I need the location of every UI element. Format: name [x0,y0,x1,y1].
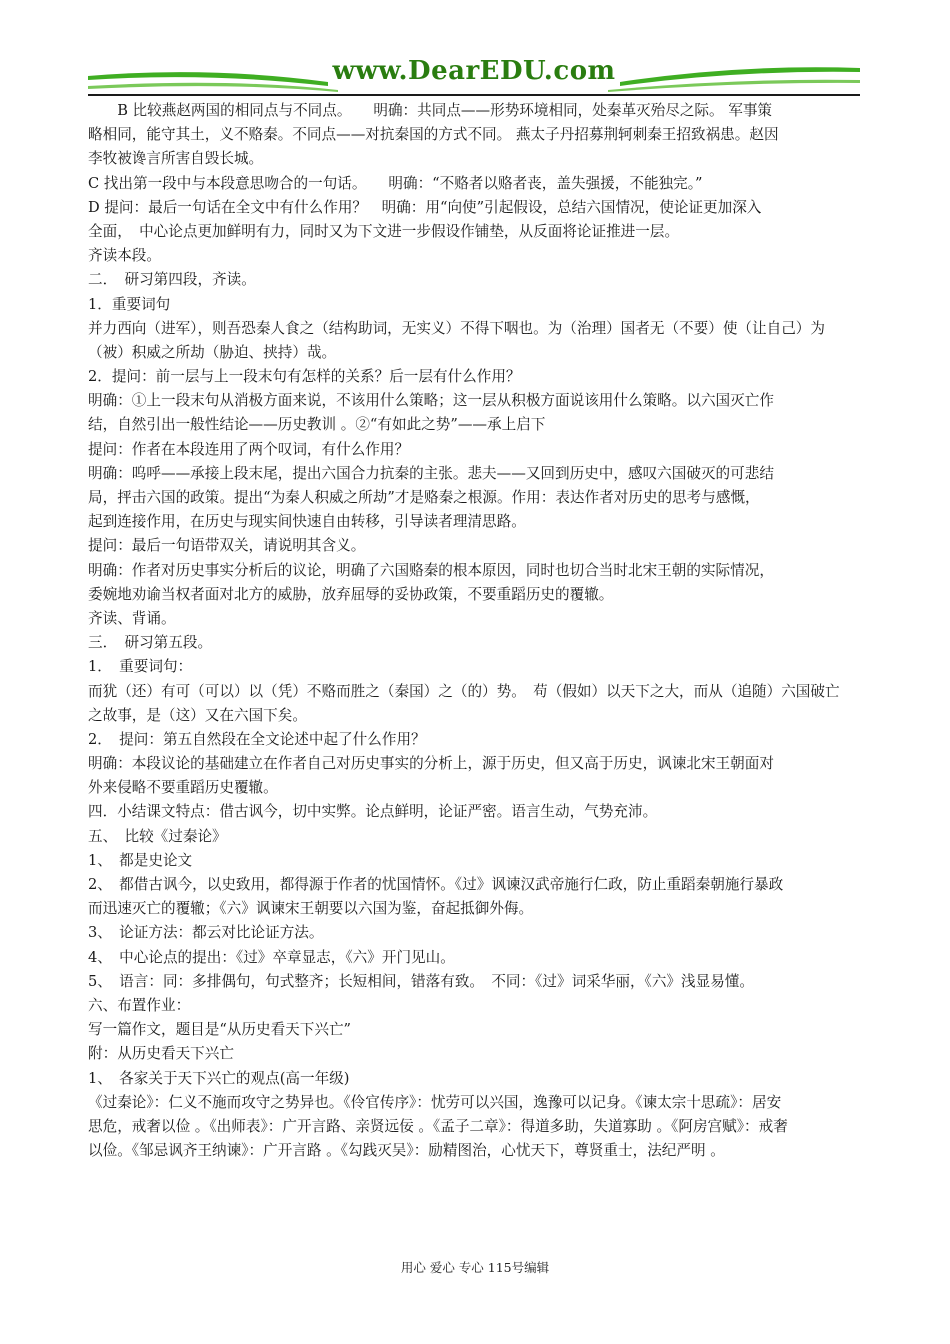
text-line: 六、布置作业： [88,996,191,1014]
text-line: 之故事，是（这）又在六国下矣。 [88,706,307,724]
text-line: 结，自然引出一般性结论——历史教训 。②“有如此之势”——承上启下 [88,416,546,434]
text-line: 局，抨击六国的政策。提出“为秦人积威之所劫”才是赂秦之根源。作用：表达作者对历史的思考与感慨， [88,489,760,506]
text-line: 提问：作者在本段连用了两个叹词，有什么作用？ [88,440,410,458]
text-line: 而迅速灭亡的覆辙；《六》讽谏宋王朝要以六国为鉴，奋起抵御外侮。 [88,900,534,918]
text-line: B 比较燕赵两国的相同点与不同点。 明确：共同点——形势环境相同，处秦革灭殆尽之际。 军事策 [88,102,773,119]
text-line: 四．小结课文特点：借古讽今，切中实弊。论点鲜明，论证严密。语言生动，气势充沛。 [88,803,658,821]
text-line: 明确：呜呼——承接上段末尾，提出六国合力抗秦的主张。悲夫——又回到历史中，感叹六国破灭的可悲结 [88,464,774,482]
text-line: 4、 中心论点的提出：《过》卒章显志，《六》开门见山。 [88,948,455,966]
site-header [88,52,860,100]
text-line: 1．重要词句 [88,295,171,313]
text-line: 3、 论证方法：都云对比论证方法。 [88,924,324,942]
site-logo[interactable]: www.DearEDU.com [332,56,616,86]
text-line: 1、 各家关于天下兴亡的观点(高一年级) [88,1069,350,1087]
text-line: 思危，戒奢以俭 。《出师表》：广开言路、亲贤远佞 。《孟子二章》：得道多助，失道寡助 。《阿房宫赋》：戒奢 [88,1117,788,1135]
text-line: 提问：最后一句语带双关，请说明其含义。 [88,537,366,555]
text-line: 2． 提问：第五自然段在全文论述中起了什么作用？ [88,730,426,748]
text-line: 1． 重要词句： [88,658,193,676]
text-line: 略相同，能守其土，义不赂秦。不同点——对抗秦国的方式不同。 燕太子丹招募荆轲刺秦王招致祸患。赵因 [88,126,779,144]
text-line: 《过秦论》：仁义不施而攻守之势异也。《伶官传序》：忧劳可以兴国，逸豫可以记身。《谏太宗十思疏》：居安 [88,1093,782,1111]
text-line: 委婉地劝谕当权者面对北方的威胁，放弃屈辱的妥协政策，不要重蹈历史的覆辙。 [88,585,614,603]
text-line: 起到连接作用，在历史与现实间快速自由转移，引导读者理清思路。 [88,513,526,531]
text-line: 附：从历史看天下兴亡 [88,1045,234,1063]
text-line: 齐读本段。 [88,247,161,265]
text-line: 2、 都借古讽今，以史致用，都得源于作者的忧国情怀。《过》讽谏汉武帝施行仁政，防止重蹈秦朝施行暴政 [88,876,784,893]
text-line: 五、 比较《过秦论》 [88,827,227,845]
text-line: （被）积威之所劫（胁迫、挟持）哉。 [88,343,337,361]
text-line: 写一篇作文，题目是“从历史看天下兴亡” [88,1021,352,1039]
page-footer: 用心 爱心 专心 115号编辑 [400,1260,550,1275]
text-line: 二． 研习第四段，齐读。 [88,271,256,289]
text-line: 李牧被谗言所害自毁长城。 [88,150,264,168]
text-line: 并力西向（进军），则吾恐秦人食之（结构助词，无实义）不得下咽也。为（治理）国者无（不要）使（让自己）为 [88,319,825,337]
text-line: 三． 研习第五段。 [88,634,213,652]
text-line: 明确：本段议论的基础建立在作者自己对历史事实的分析上，源于历史，但又高于历史，讽谏北宋王朝面对 [88,755,774,773]
text-line: D 提问：最后一句话在全文中有什么作用？ 明确：用“向使”引起假设，总结六国情况，使论证更加深入 [88,198,762,216]
text-line: 齐读、背诵。 [88,609,176,627]
text-line: 明确：①上一段末句从消极方面来说，不该用什么策略；这一层从积极方面说该用什么策略。以六国灭亡作 [88,392,774,410]
document-body [88,99,860,1163]
text-line: 5、 语言：同：多排偶句，句式整齐；长短相间，错落有致。 不同：《过》词采华丽，《六》浅显易懂。 [88,972,754,990]
text-line: 2．提问：前一层与上一段末句有怎样的关系？后一层有什么作用？ [88,368,521,386]
text-line: 外来侵略不要重蹈历史覆辙。 [88,779,278,797]
text-line: 而犹（还）有可（可以）以（凭）不赂而胜之（秦国）之（的）势。 苟（假如）以天下之大，而从（追随）六国破亡 [88,682,840,700]
text-line: 1、 都是史论文 [88,851,193,869]
text-line: C 找出第一段中与本段意思吻合的一句话。 明确：“不赂者以赂者丧，盖失强援，不能独完。” [88,174,703,192]
text-line: 全面， 中心论点更加鲜明有力，同时又为下文进一步假设作铺垫，从反面将论证推进一层。 [88,222,680,240]
text-line: 明确：作者对历史事实分析后的议论，明确了六国赂秦的根本原因，同时也切合当时北宋王朝的实际情况， [88,561,774,579]
text-line: 以俭。《邹忌讽齐王纳谏》：广开言路 。《勾践灭吴》：励精图治，心忧天下，尊贤重士，法纪严明 。 [88,1142,725,1160]
